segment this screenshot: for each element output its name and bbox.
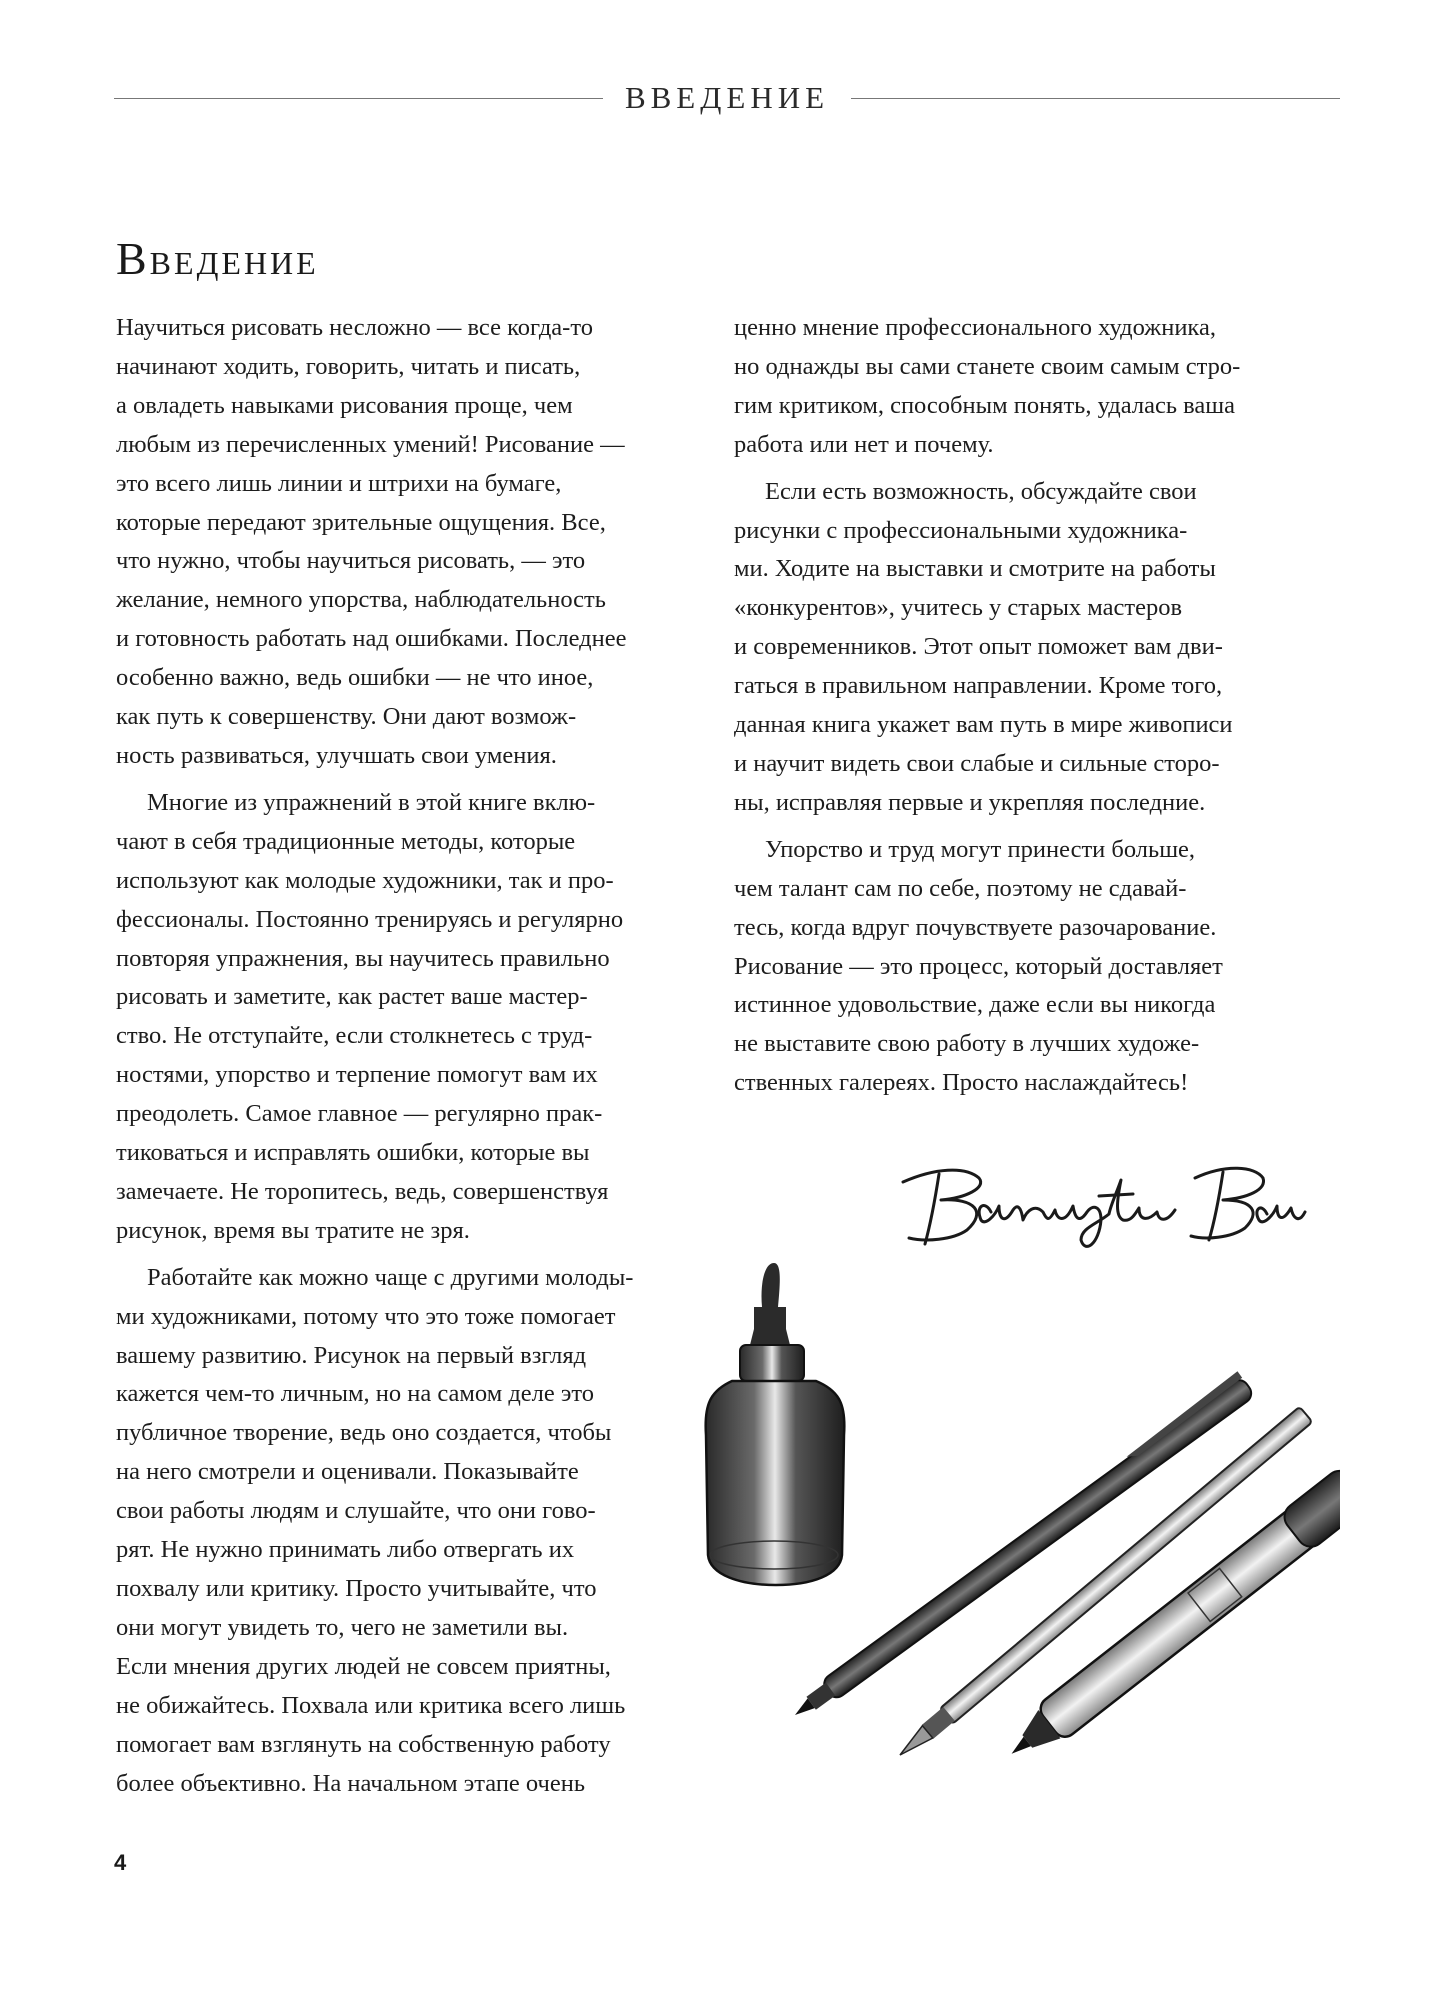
text-line: Если есть возможность, обсуждайте свои	[765, 477, 1197, 505]
text-line: кажется чем-то личным, но на самом деле это	[116, 1380, 595, 1408]
text-line: ственных галереях. Просто наслаждайтесь!	[734, 1069, 1189, 1097]
chapter-title: Введение	[116, 233, 319, 284]
text-line: тиковаться и исправлять ошибки, которые вы	[116, 1139, 590, 1167]
page-number: 4	[114, 1850, 127, 1875]
text-line: рисовать и заметите, как растет ваше мастер-	[116, 983, 588, 1011]
text-line: тесь, когда вдруг почувствуете разочарование.	[734, 913, 1217, 941]
paragraph	[116, 1259, 716, 1804]
text-line: и готовность работать над ошибками. Последнее	[116, 625, 627, 653]
text-line: ми. Ходите на выставки и смотрите на работы	[734, 555, 1216, 583]
paragraph	[734, 309, 1334, 465]
text-line: ностями, упорство и терпение помогут вам их	[116, 1061, 598, 1089]
text-line: данная книга укажет вам путь в мире живописи	[734, 711, 1233, 739]
text-line: помогает вам взглянуть на собственную работу	[116, 1730, 611, 1758]
paragraph-gap	[734, 823, 1334, 831]
author-signature	[895, 1140, 1315, 1270]
right-column	[734, 309, 1334, 1103]
text-line: замечаете. Не торопитесь, ведь, совершенствуя	[116, 1177, 609, 1205]
text-line: ценно мнение профессионального художника,	[734, 314, 1216, 341]
text-line: Рисование — это процесс, который доставляет	[734, 952, 1223, 980]
text-line: и научит видеть свои слабые и сильные сторо-	[734, 749, 1220, 777]
header-rule-left	[114, 98, 603, 99]
text-line: это всего лишь линии и штрихи на бумаге,	[116, 469, 562, 497]
text-line: Если мнения других людей не совсем приятны,	[116, 1652, 611, 1680]
text-line: истинное удовольствие, даже если вы никогда	[734, 991, 1216, 1019]
paragraph	[734, 473, 1334, 823]
text-line: а овладеть навыками рисования проще, чем	[116, 391, 573, 419]
text-line: которые передают зрительные ощущения. Все,	[116, 508, 606, 536]
left-column	[116, 309, 716, 1803]
running-header	[114, 78, 1340, 118]
header-rule-right	[851, 98, 1340, 99]
text-line: Работайте как можно чаще с другими молоды-	[147, 1263, 634, 1291]
text-line: Упорство и труд могут принести больше,	[765, 835, 1196, 863]
paragraph-gap	[116, 776, 716, 784]
paragraph-gap	[116, 1251, 716, 1259]
ink-bottle-icon	[706, 1263, 845, 1585]
text-line: публичное творение, ведь оно создается, чтобы	[116, 1419, 612, 1447]
text-line: как путь к совершенству. Они дают возмож-	[116, 703, 577, 731]
text-line: чем талант сам по себе, поэтому не сдавай-	[734, 874, 1187, 902]
text-line: ми художниками, потому что это тоже помогает	[116, 1302, 616, 1330]
text-line: они могут увидеть то, чего не заметили вы.	[116, 1613, 569, 1641]
text-line: любым из перечисленных умений! Рисование —	[116, 430, 625, 458]
text-line: рисунки с профессиональными художника-	[734, 516, 1188, 544]
text-line: похвалу или критику. Просто учитывайте, что	[116, 1575, 597, 1602]
text-line: используют как молодые художники, так и про-	[116, 866, 614, 894]
text-line: что нужно, чтобы научиться рисовать, — это	[116, 547, 586, 575]
text-line: вашему развитию. Рисунок на первый взгляд	[116, 1341, 587, 1369]
text-line: гаться в правильном направлении. Кроме того,	[734, 672, 1223, 700]
text-line: рят. Не нужно принимать либо отвергать их	[116, 1536, 575, 1564]
text-line: желание, немного упорства, наблюдательность	[116, 586, 606, 614]
text-line: ство. Не отступайте, если столкнетесь с труд-	[116, 1022, 593, 1050]
text-line: Многие из упражнений в этой книге вклю-	[147, 788, 596, 816]
text-line: не выставите свою работу в лучших художе-	[734, 1030, 1200, 1058]
paragraph	[734, 831, 1334, 1103]
text-line: преодолеть. Самое главное — регулярно прак-	[116, 1100, 603, 1128]
ink-bottle-and-pens-illustration	[700, 1255, 1340, 1775]
text-line: чают в себя традиционные методы, которые	[116, 827, 576, 855]
text-line: рисунок, время вы тратите не зря.	[116, 1216, 470, 1244]
text-line: ны, исправляя первые и укрепляя последние.	[734, 788, 1206, 816]
running-header-title: ВВЕДЕНИЕ	[624, 80, 830, 115]
text-line: не обижайтесь. Похвала или критика всего лишь	[116, 1691, 626, 1719]
text-line: «конкурентов», учитесь у старых мастеров	[734, 594, 1183, 622]
paragraph	[116, 309, 716, 776]
paragraph-gap	[734, 465, 1334, 473]
text-line: свои работы людям и слушайте, что они гово-	[116, 1497, 596, 1525]
text-line: и современников. Этот опыт поможет вам дви-	[734, 633, 1223, 661]
paragraph	[116, 784, 716, 1251]
text-line: повторяя упражнения, вы научитесь правильно	[116, 944, 610, 972]
text-line: фессионалы. Постоянно тренируясь и регулярно	[116, 905, 624, 933]
text-line: Научиться рисовать несложно — все когда-то	[116, 314, 593, 341]
text-line: на него смотрели и оценивали. Показывайте	[116, 1458, 579, 1486]
text-line: ность развиваться, улучшать свои умения.	[116, 741, 557, 769]
fineliner-pen-icon	[784, 1371, 1255, 1724]
text-line: работа или нет и почему.	[734, 430, 994, 458]
text-line: более объективно. На начальном этапе очень	[116, 1769, 586, 1797]
text-line: начинают ходить, говорить, читать и писать,	[116, 352, 581, 380]
text-line: но однажды вы сами станете своим самым стро-	[734, 352, 1241, 380]
text-line: гим критиком, способным понять, удалась ваша	[734, 391, 1235, 419]
text-line: особенно важно, ведь ошибки — не что иное,	[116, 664, 594, 692]
